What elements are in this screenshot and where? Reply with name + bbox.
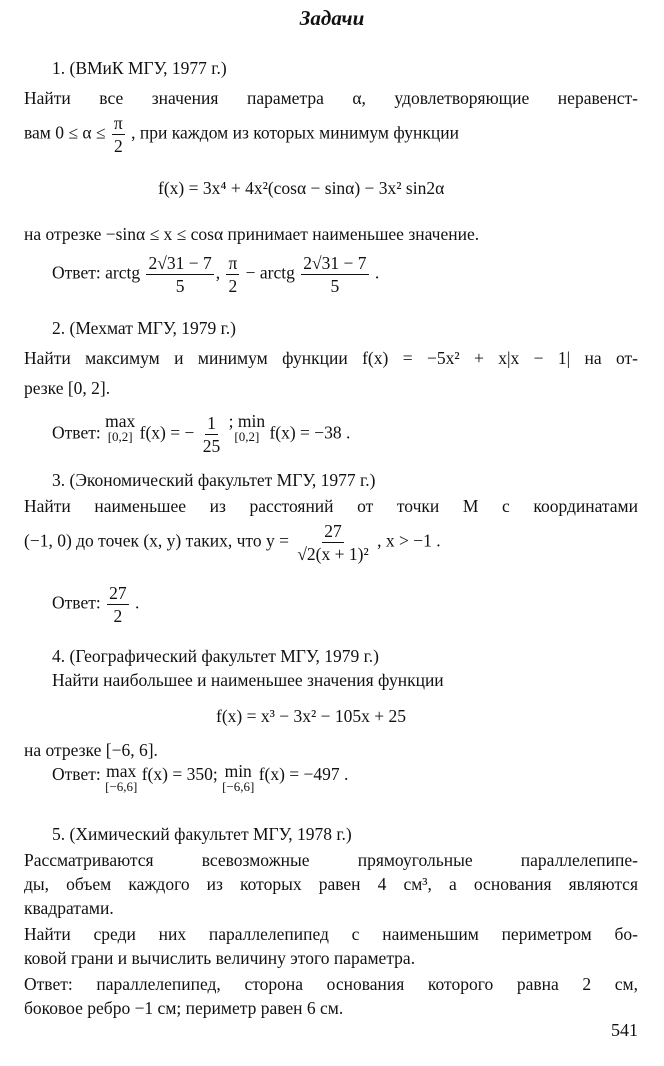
problem-1-range-suffix: , при каждом из которых минимум функции [131,122,459,143]
problem-1-range-prefix: вам 0 ≤ α ≤ [24,122,106,143]
problem-2-header: 2. (Мехмат МГУ, 1979 г.) [52,318,236,338]
problem-5-answer-line1: Ответ: параллелепипед, сторона основания которого равна 2 см, [24,974,638,994]
problem-1-pi-over-two [112,112,125,157]
problem-1-answer-label: Ответ: [52,262,101,283]
problem-4-min-limits: [−6,6] [222,779,255,794]
problem-1-answer-pi: π [228,253,238,273]
problem-3-text-line1: Найти наименьшее из расстояний от точки M с координатами [24,496,638,516]
problem-2-answer-label: Ответ: [52,422,101,443]
problem-4-header: 4. (Географический факультет МГУ, 1979 г.) [52,646,379,666]
problem-4-text-line2: на отрезке [−6, 6]. [24,740,158,760]
problem-1-answer-minus-arctg: − arctg [245,262,295,283]
problem-2-max-word: max [105,411,136,431]
problem-1-text-line3: на отрезке −sinα ≤ x ≤ cosα принимает наименьшее значение. [24,224,480,244]
problem-5-header: 5. (Химический факультет МГУ, 1978 г.) [52,824,352,844]
problem-3-text-line2 [24,520,441,565]
problem-2-min [229,412,265,444]
problem-4-max-expr: f(x) = 350; [141,764,218,784]
problem-1-answer-end: . [374,262,380,283]
problem-4-answer [52,762,348,794]
problem-5-text-line1: Рассматриваются всевозможные прямоугольные параллелепипе- [24,850,638,870]
problem-4-max-limits: [−6,6] [105,779,138,794]
problem-3-text-prefix: (−1, 0) до точек (x, y) таких, что y = [24,530,289,551]
problem-3-text-suffix: , x > −1 . [377,530,441,551]
problem-3-answer-den: 2 [113,606,123,626]
problem-4-max-word: max [106,761,137,781]
problem-1-answer-den1: 5 [175,276,185,296]
problem-2-max [105,412,135,444]
problem-1-answer [52,252,379,297]
problem-1-text-line2 [24,112,459,157]
problem-2-min-limits: [0,2] [234,429,260,444]
problem-4-min [222,762,254,794]
problem-1-header: 1. (ВМиК МГУ, 1977 г.) [52,58,227,78]
problem-5-text-line4: Найти среди них параллелепипед с наименьшим периметром бо- [24,924,638,944]
problem-3-header: 3. (Экономический факультет МГУ, 1977 г.) [52,470,376,490]
problem-1-answer-num1: 2√31 − 7 [148,253,212,273]
problem-3-frac-den: √2(x + 1)² [297,544,369,564]
problem-1-answer-den2: 5 [330,276,340,296]
problem-4-answer-label: Ответ: [52,764,101,784]
problem-1-two: 2 [113,136,123,156]
problem-2-min-word: ; min [228,411,266,431]
problem-2-max-expr: f(x) = − [139,422,195,443]
problem-1-text-line1: Найти все значения параметра α, удовлетворяющие неравенст- [24,88,638,108]
problem-1-pi: π [113,113,123,133]
problem-3-fraction [295,520,370,565]
problem-1-answer-pi-fraction [226,252,239,297]
problem-1-answer-two: 2 [228,276,238,296]
problem-1-answer-fraction1 [146,252,213,297]
problem-3-answer [52,582,139,627]
problem-5-answer-line2: боковое ребро −1 см; периметр равен 6 см. [24,998,344,1018]
problem-2-min-expr: f(x) = −38 . [269,422,351,443]
problem-4-formula: f(x) = x³ − 3x² − 105x + 25 [216,706,406,726]
problem-1-answer-num2: 2√31 − 7 [303,253,367,273]
problem-2-max-num: 1 [207,413,216,433]
problem-1-answer-sep: , [215,262,221,283]
problem-1-answer-arctg: arctg [105,262,141,283]
problem-3-answer-fraction [107,582,129,627]
page-heading: Задачи [299,6,365,30]
problem-5-text-line2: ды, объем каждого из которых равен 4 см³, а основания являются [24,874,638,894]
problem-3-answer-end: . [134,592,140,613]
problem-3-answer-label: Ответ: [52,592,101,613]
problem-5-text-line5: ковой грани и вычислить величину этого параметра. [24,948,416,968]
problem-4-text-line1: Найти наибольшее и наименьшее значения функции [52,670,444,690]
problem-2-answer [52,412,350,457]
problem-2-text-line2: резке [0, 2]. [24,378,111,398]
problem-2-max-fraction [201,412,223,457]
problem-1-formula: f(x) = 3x⁴ + 4x²(cosα − sinα) − 3x² sin2α [158,178,445,198]
problem-4-min-expr: f(x) = −497 . [258,764,349,784]
problem-5-text-line3: квадратами. [24,898,114,918]
problem-4-max [105,762,137,794]
problem-1-answer-fraction2 [301,252,368,297]
problem-2-text-line1: Найти максимум и минимум функции f(x) = −5x² + x|x − 1| на от- [24,348,638,368]
problem-3-frac-num: 27 [324,521,342,541]
problem-2-max-den: 25 [202,436,221,456]
page-number: 541 [611,1020,638,1040]
problem-4-min-word: min [224,761,252,781]
problem-2-max-limits: [0,2] [107,429,133,444]
problem-3-answer-num: 27 [109,583,127,603]
